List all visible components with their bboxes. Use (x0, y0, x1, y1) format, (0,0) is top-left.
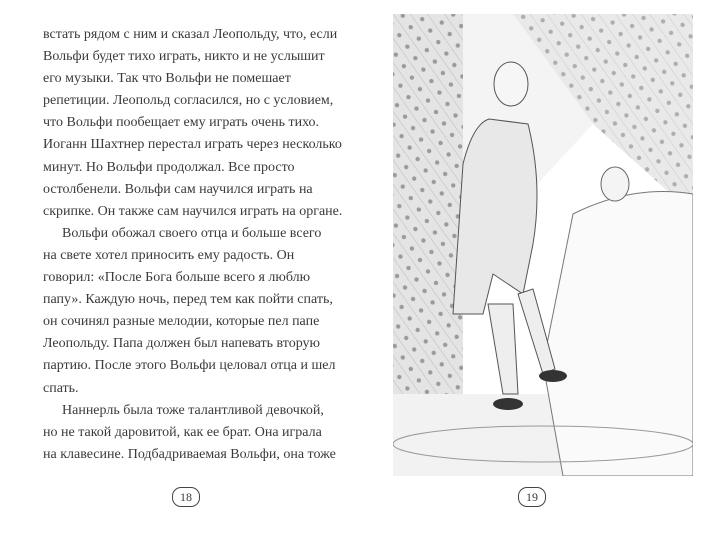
text-line: Наннерль была тоже талантливой девочкой, (62, 402, 324, 418)
text-line: но не такой даровитой, как ее брат. Она играла (43, 424, 322, 440)
text-line: Вольфи обожал своего отца и больше всего (62, 225, 322, 241)
text-line: спать. (43, 380, 79, 396)
text-line: на свете хотел приносить ему радость. Он (43, 247, 295, 263)
text-line: говорил: «После Бога больше всего я люблю (43, 270, 311, 286)
right-page (358, 0, 716, 540)
text-line: Леопольду. Папа должен был напевать вторую (43, 336, 320, 352)
body-text (43, 24, 343, 466)
text-line: Вольфи будет тихо играть, никто и не услышит (43, 49, 325, 65)
page-number: 18 (172, 487, 200, 507)
text-line: остолбенели. Вольфи сам научился играть на (43, 181, 313, 197)
text-line: Иоганн Шахтнер перестал играть через несколько (43, 137, 342, 153)
text-line: репетиции. Леопольд согласился, но с условием, (43, 93, 334, 109)
text-line: на клавесине. Подбадриваемая Вольфи, она тоже (43, 446, 336, 462)
text-line: он сочинял разные мелодии, которые пел папе (43, 314, 320, 330)
wallpaper (393, 14, 463, 394)
text-line: встать рядом с ним и сказал Леопольду, что, если (43, 27, 338, 42)
page-number: 19 (518, 487, 546, 507)
text-line: партию. После этого Вольфи целовал отца и шел (43, 358, 336, 374)
text-line: его музыки. Так что Вольфи не помешает (43, 71, 291, 87)
text-line: скрипке. Он также сам научился играть на органе. (43, 203, 343, 219)
child-figure (601, 167, 629, 201)
text-line: что Вольфи пообещает ему играть очень тихо. (43, 115, 320, 131)
text-line: минут. Но Вольфи продолжал. Все просто (43, 159, 295, 175)
illustration (393, 14, 693, 476)
text-line: папу». Каждую ночь, перед тем как пойти спать, (43, 292, 333, 308)
